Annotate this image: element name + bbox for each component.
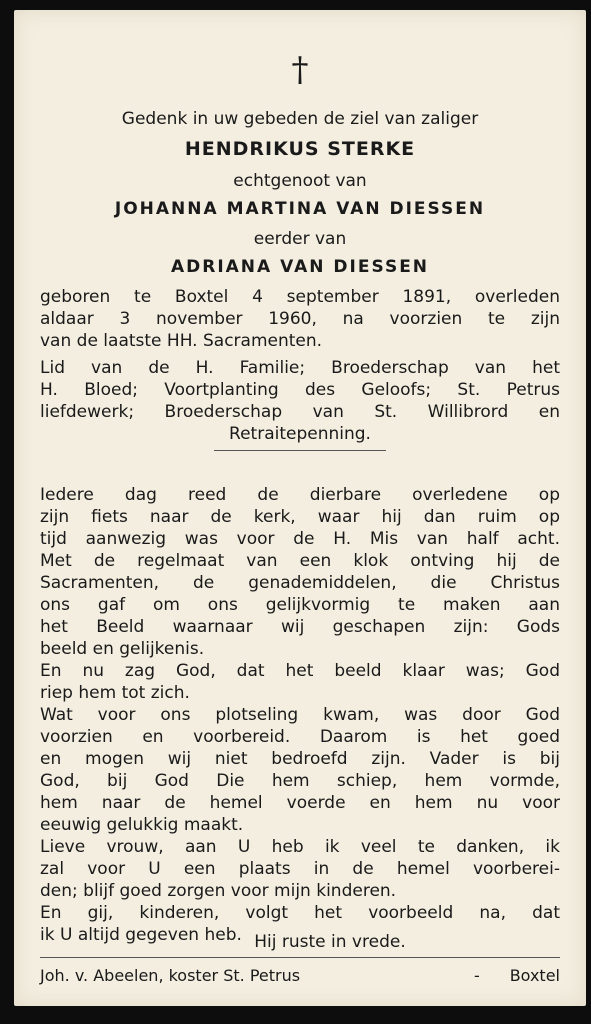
- spouse-label: echtgenoot van: [233, 171, 367, 191]
- printer-place: Boxtel: [509, 966, 560, 985]
- text-line: riep hem tot zich.: [40, 683, 190, 703]
- text-line: en mogen wij niet bedroefd zijn. Vader is bij: [40, 749, 560, 769]
- text-line: ons gaf om ons gelijkvormig te maken aan: [40, 595, 560, 615]
- text-line: God, bij God Die hem schiep, hem vormde,: [40, 771, 560, 791]
- life-line: geboren te Boxtel 4 september 1891, overleden: [40, 287, 560, 307]
- footer-separator: -: [474, 966, 480, 985]
- text-line: zal voor U een plaats in de hemel voorberei-: [40, 859, 560, 879]
- text-line: zijn fiets naar de kerk, waar hij dan ruim op: [40, 507, 560, 527]
- closing-text: Hij ruste in vrede.: [254, 932, 406, 952]
- membership-line: liefdewerk; Broederschap van St. Willibrord en: [40, 402, 560, 422]
- life-line: aldaar 3 november 1960, na voorzien te zijn: [40, 309, 560, 329]
- section-divider: [214, 450, 386, 451]
- text-line: den; blijf goed zorgen voor mijn kinderen.: [40, 881, 397, 901]
- text-line: eeuwig gelukkig maakt.: [40, 815, 244, 835]
- life-line: van de laatste HH. Sacramenten.: [40, 331, 323, 351]
- text-line: het Beeld waarnaar wij geschapen zijn: Gods: [40, 617, 560, 637]
- text-line: Lieve vrouw, aan U heb ik veel te danken, ik: [40, 837, 560, 857]
- printer-name: Joh. v. Abeelen, koster St. Petrus: [40, 966, 301, 985]
- text-line: tijd aanwezig was voor de H. Mis van half acht.: [40, 529, 560, 549]
- membership-line: Lid van de H. Familie; Broederschap van het: [40, 358, 560, 378]
- deceased-name: HENDRIKUS STERKE: [184, 138, 416, 160]
- text-line: beeld en gelijkenis.: [40, 639, 205, 659]
- memorial-card: [14, 10, 586, 1006]
- text-line: voorzien en voorbereid. Daarom is het goed: [40, 727, 560, 747]
- spouse-name: JOHANNA MARTINA VAN DIESSEN: [114, 199, 486, 219]
- text-line: ik U altijd gegeven heb.: [40, 925, 242, 945]
- former-spouse-name: ADRIANA VAN DIESSEN: [170, 257, 430, 277]
- membership-line: H. Bloed; Voortplanting des Geloofs; St. Petrus: [40, 380, 560, 400]
- intro-line: Gedenk in uw gebeden de ziel van zaliger: [121, 109, 479, 129]
- cross-icon: †: [291, 50, 309, 90]
- text-line: En nu zag God, dat het beeld klaar was; God: [40, 661, 560, 681]
- text-line: Sacramenten, de genademiddelen, die Christus: [40, 573, 560, 593]
- text-line: hem naar de hemel voerde en hem nu voor: [40, 793, 560, 813]
- text-line: Iedere dag reed de dierbare overledene op: [40, 485, 560, 505]
- closing-line: [40, 931, 560, 953]
- text-line: En gij, kinderen, volgt het voorbeeld na, dat: [40, 903, 560, 923]
- membership-line: Retraitepenning.: [229, 424, 371, 444]
- text-line: Wat voor ons plotseling kwam, was door God: [40, 705, 560, 725]
- former-label: eerder van: [253, 229, 347, 249]
- footer-divider: [40, 957, 560, 958]
- text-line: Met de regelmaat van een klok ontving hij de: [40, 551, 560, 571]
